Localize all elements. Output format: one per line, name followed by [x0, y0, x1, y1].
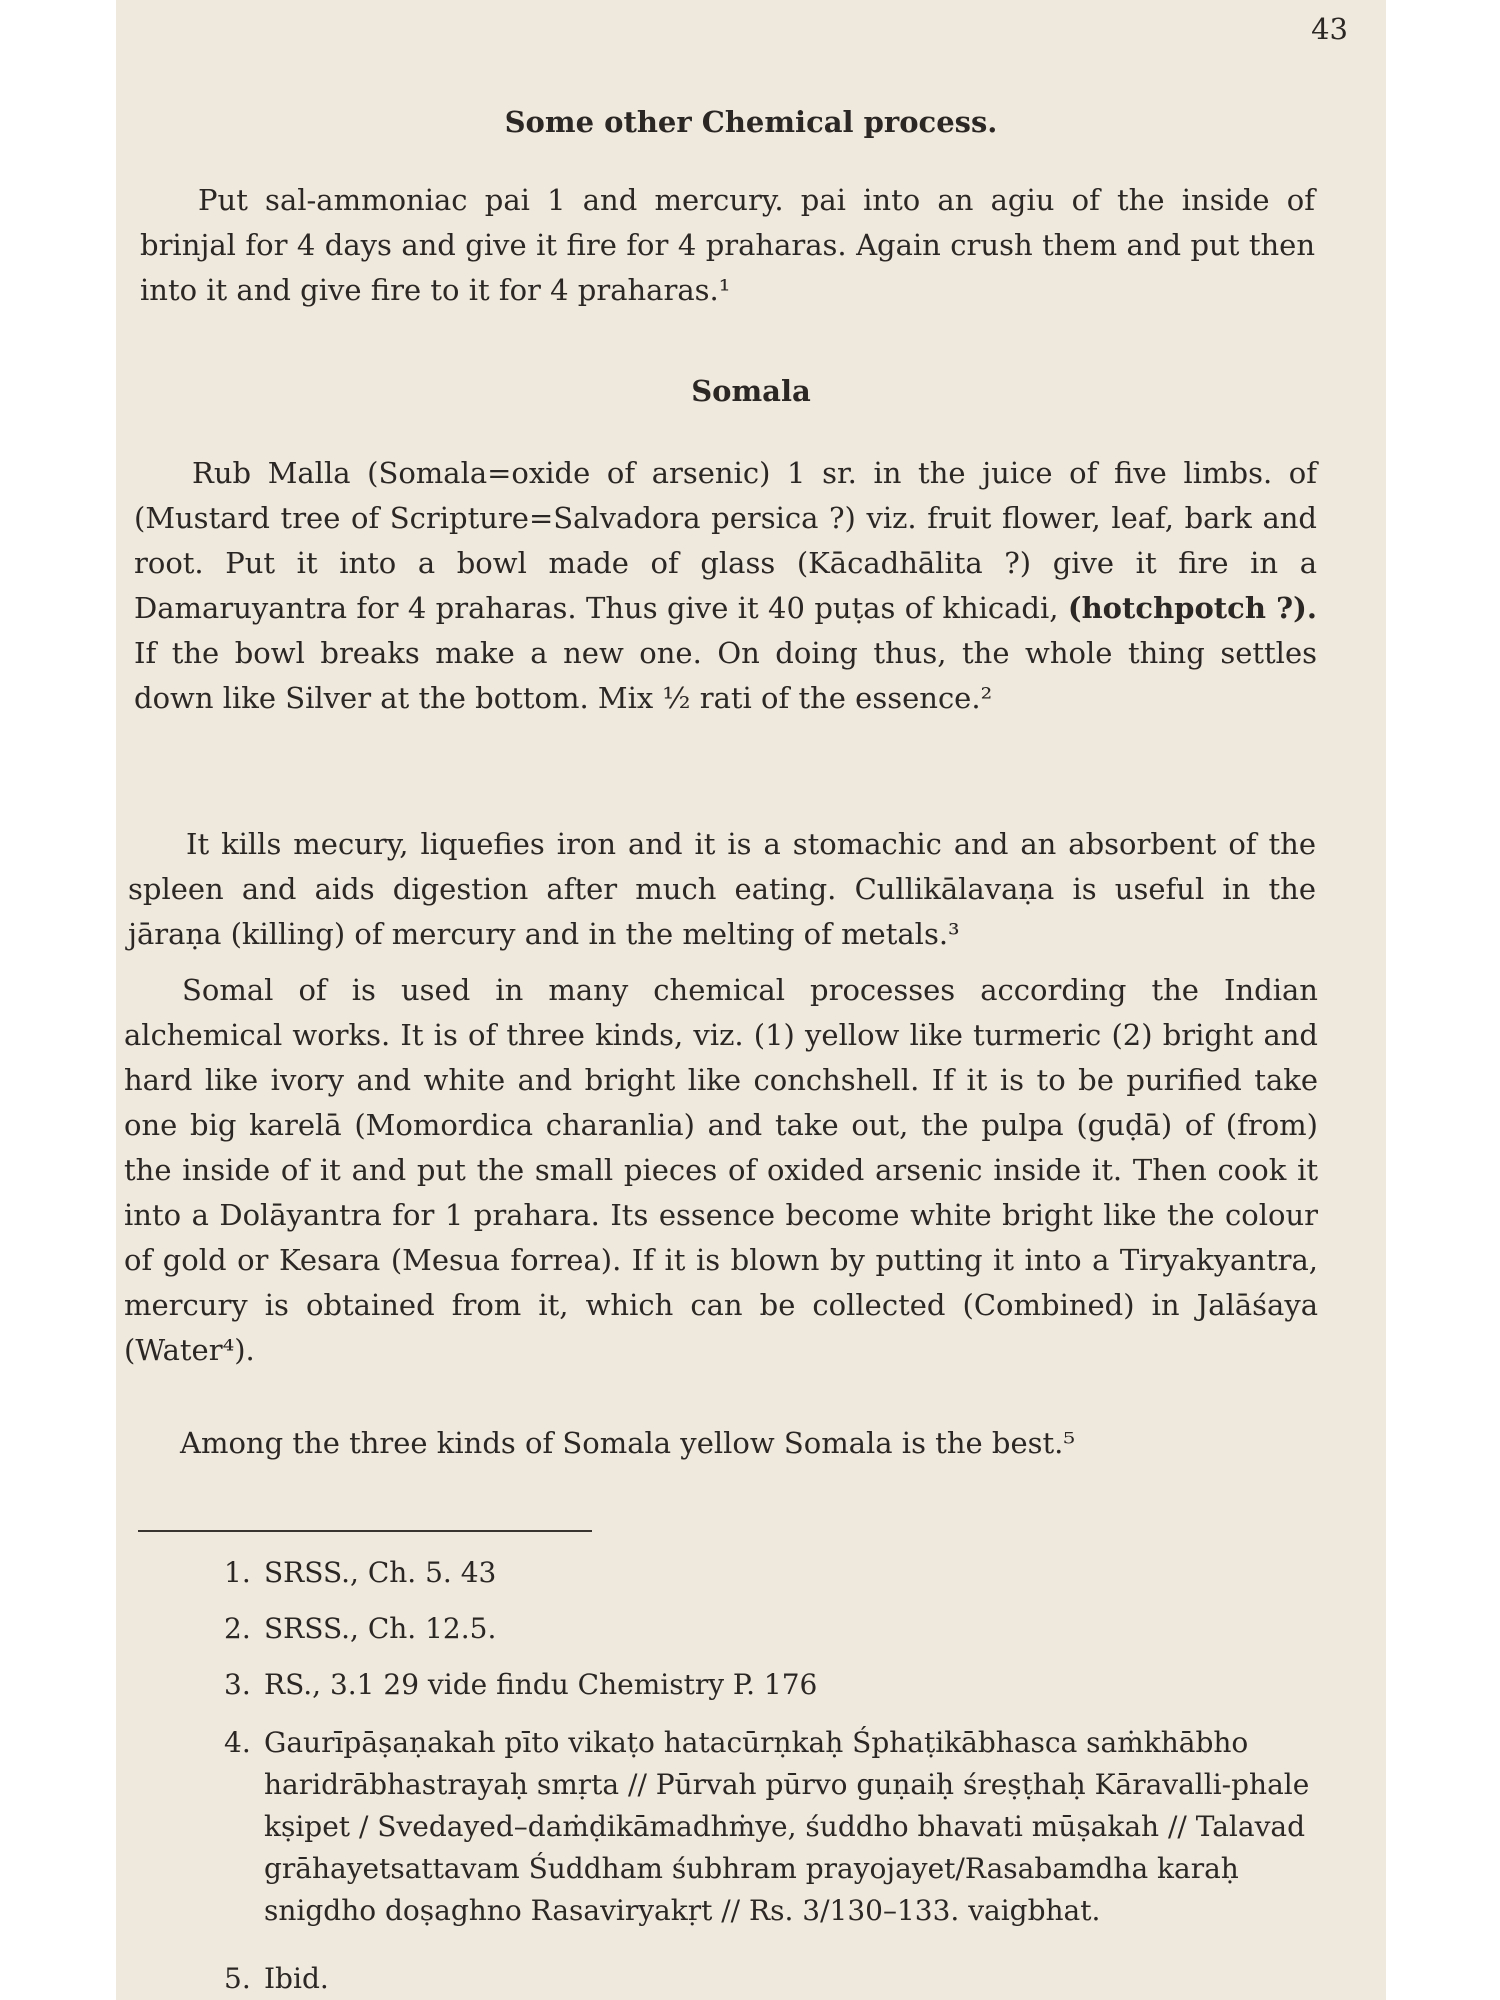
paragraph-somala-uses: It kills mecury, liquefies iron and it is a stomachic and an absorbent of the spleen and aids digestion after much eating. Cullikālavaṇa is useful in the jāraṇa (killing) of mercury and in the melting of metals.³ [128, 827, 1316, 951]
page-number: 43 [1311, 12, 1348, 46]
footnote [224, 1664, 1314, 1706]
book-page [116, 0, 1386, 2000]
paragraph-text: If the bowl breaks make a new one. On doing thus, the whole thing settles down like Silver at the bottom. Mix ½ rati of the essence.² [134, 636, 1317, 715]
paragraph-chemical-process: Put sal-ammoniac pai 1 and mercury. pai into an agiu of the inside of brinjal for 4 days and give it fire for 4 praharas. Again crush them and put then into it and give fire to it for 4 praharas.¹ [140, 183, 1315, 307]
footnote-number: 5. [224, 1962, 251, 1995]
paragraph-somala-best: Among the three kinds of Somala yellow Somala is the best.⁵ [180, 1426, 1075, 1460]
footnote-text: SRSS., Ch. 12.5. [264, 1612, 497, 1645]
paragraph-somala-kinds: Somal of is used in many chemical processes according the Indian alchemical works. It is of three kinds, viz. (1) yellow like turmeric (2) bright and hard like ivory and white and bright like conchshell. If it is to be purified take one big karelā (Momordica charanlia) and take out, the pulpa (guḍā) of (from) the inside of it and put the small pieces of oxided arsenic inside it. Then cook it into a Dolāyantra for 1 prahara. Its essence become white bright like the colour of gold or Kesara (Mesua forrea). If it is blown by putting it into a Tiryakyantra, mercury is obtained from it, which can be collected (Combined) in Jalāśaya (Water⁴). [124, 973, 1318, 1367]
footnote-text: Ibid. [264, 1962, 329, 1995]
footnote [224, 1722, 1314, 1932]
footnote-number: 4. [224, 1726, 251, 1759]
footnote [224, 1552, 1314, 1594]
section-heading-somala: Somala [691, 374, 811, 408]
footnote [224, 1958, 1314, 2000]
footnote-divider [138, 1530, 592, 1532]
paragraph-somala-preparation [134, 451, 1317, 721]
footnote-number: 3. [224, 1668, 251, 1701]
footnote-text: SRSS., Ch. 5. 43 [264, 1556, 497, 1589]
footnote-text: RS., 3.1 29 vide findu Chemistry P. 176 [264, 1668, 818, 1701]
footnote-number: 2. [224, 1612, 251, 1645]
footnote-number: 1. [224, 1556, 251, 1589]
paragraph-text: Rub Malla (Somala=oxide of arsenic) 1 sr. in the juice of five limbs. of (Mustard tree of Scripture=Salvadora persica ?) viz. fruit flower, leaf, bark and root. Put it into a bowl made of glass (Kācadhālita ?) give it fire in a Damaruyantra for 4 praharas. Thus give it 40 puṭas of khicadi, [134, 456, 1317, 625]
footnote [224, 1608, 1314, 1650]
footnote-text: Gaurīpāṣaṇakah pīto vikaṭo hatacūrṇkaḥ Śphaṭikābhasca saṁkhābho haridrābhastrayaḥ smṛta // Pūrvah pūrvo guṇaiḥ śreṣṭhaḥ Kāravalli-phale kṣipet / Svedayed–daṁḍikāmadhṁye, śuddho bhavati mūṣakah // Talavad grāhayetsattavam Śuddham śubhram prayojayet/Rasabamdha karaḥ snigdho doṣaghno Rasaviryakṛt // Rs. 3/130–133. vaigbhat. [264, 1726, 1310, 1927]
bold-text: (hotchpotch ?). [1067, 591, 1317, 625]
section-heading-chemical-process: Some other Chemical process. [504, 105, 998, 139]
